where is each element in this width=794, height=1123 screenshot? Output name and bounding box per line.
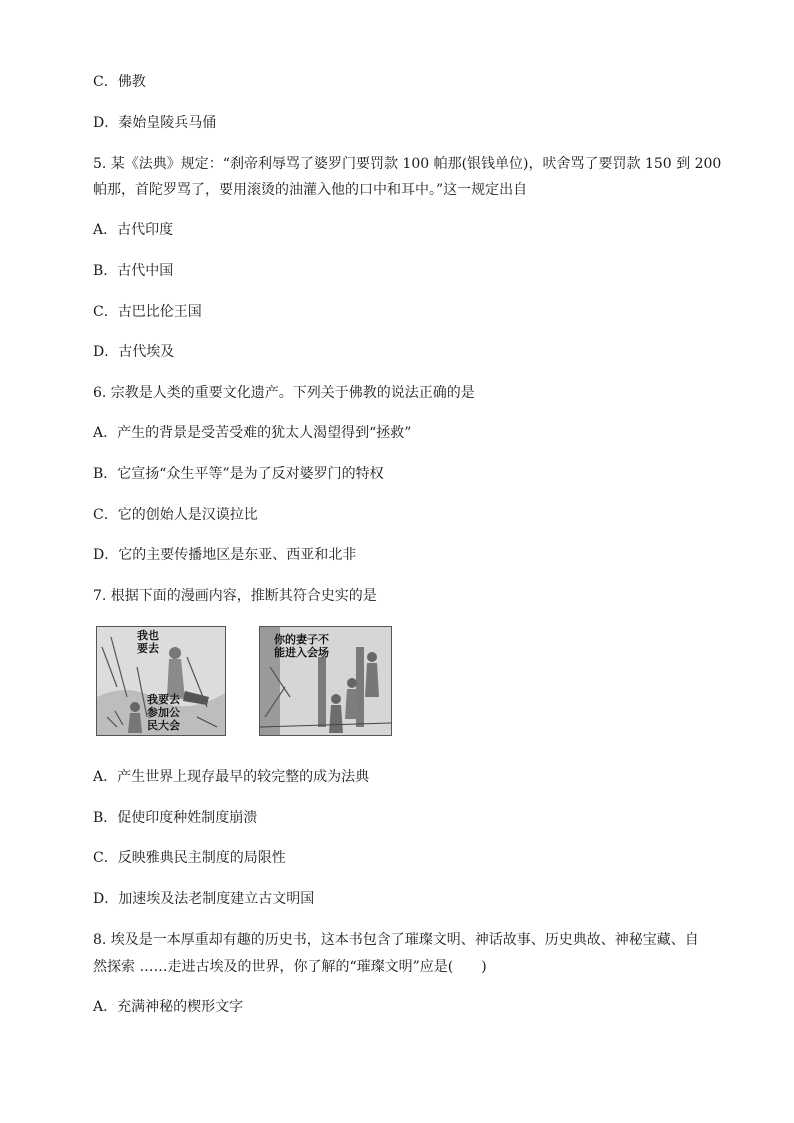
q6-option-a: A．产生的背景是受苦受难的犹太人渴望得到“拯救” bbox=[93, 425, 412, 441]
q5-option-b: B．古代中国 bbox=[93, 263, 174, 279]
q5-option-c: C．古巴比伦王国 bbox=[93, 304, 202, 320]
q8-stem-line1: 8. 埃及是一本厚重却有趣的历史书，这本书包含了璀璨文明、神话故事、历史典故、神秘宝藏、自 bbox=[93, 932, 699, 948]
q4-option-c: C．佛教 bbox=[93, 74, 146, 90]
q7-stem: 7. 根据下面的漫画内容，推断其符合史实的是 bbox=[93, 588, 377, 604]
q7-option-b: B．促使印度种姓制度崩溃 bbox=[93, 810, 258, 826]
q5-stem-line2: 帕那，首陀罗骂了，要用滚烫的油灌入他的口中和耳中。”这一规定出自 bbox=[93, 182, 528, 198]
q6-option-d: D．它的主要传播地区是东亚、西亚和北非 bbox=[93, 547, 357, 563]
q5-stem-line1: 5. 某《法典》规定：“刹帝利辱骂了婆罗门要罚款 100 帕那(银钱单位)，吠舍骂了要罚款 150 到 200 bbox=[93, 156, 722, 172]
q7-option-c: C．反映雅典民主制度的局限性 bbox=[93, 850, 286, 866]
q7-option-a: A．产生世界上现存最早的较完整的成为法典 bbox=[93, 769, 370, 785]
q4-option-d: D．秦始皇陵兵马俑 bbox=[93, 115, 217, 131]
q8-stem-line2: 然探索 ……走进古埃及的世界，你了解的“璀璨文明”应是( ) bbox=[93, 959, 487, 975]
comic-panel-2 bbox=[259, 626, 392, 736]
q5-option-d: D．古代埃及 bbox=[93, 344, 175, 360]
q6-option-b: B．它宣扬“众生平等”是为了反对婆罗门的特权 bbox=[93, 466, 384, 482]
comic-1-bubble-bottom: 我要去参加公民大会 bbox=[147, 693, 180, 732]
q6-stem: 6. 宗教是人类的重要文化遗产。下列关于佛教的说法正确的是 bbox=[93, 385, 475, 401]
comic-panel-1 bbox=[96, 626, 226, 736]
comic-2-bubble: 你的妻子不能进入会场 bbox=[274, 633, 329, 659]
q8-option-a: A．充满神秘的楔形文字 bbox=[93, 999, 244, 1015]
comic-1-bubble-top: 我也要去 bbox=[137, 629, 159, 655]
q6-option-c: C．它的创始人是汉谟拉比 bbox=[93, 507, 258, 523]
q5-option-a: A．古代印度 bbox=[93, 222, 174, 238]
q7-option-d: D．加速埃及法老制度建立古文明国 bbox=[93, 891, 315, 907]
